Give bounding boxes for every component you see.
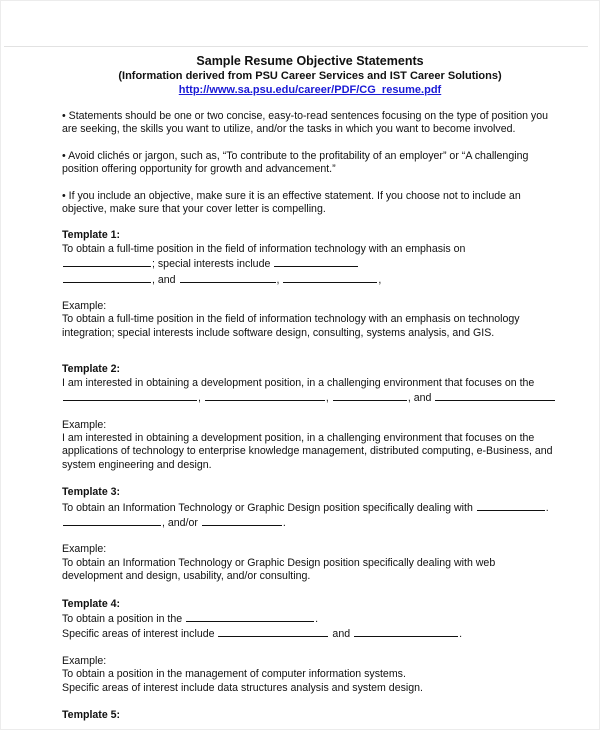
- template-2-example-line-3: system engineering and design.: [62, 458, 212, 471]
- fill-in-blank[interactable]: [186, 611, 314, 622]
- template-1-line-3: , and , ,: [62, 272, 562, 287]
- template-4-line-2: Specific areas of interest include and .: [62, 628, 463, 641]
- template-2-line-2: , , , and: [62, 390, 562, 405]
- template-2-line-1: I am interested in obtaining a development position, in a challenging environment that focuses on the: [62, 376, 535, 389]
- fill-in-blank[interactable]: [283, 272, 377, 283]
- bullet-2-line-1: • Avoid clichés or jargon, such as, “To contribute to the profitability of an employer” or “A challenging: [62, 149, 529, 162]
- template-4-example-line-1: To obtain a position in the management of computer information systems.: [62, 668, 406, 681]
- template-3-line-2: , and/or .: [62, 515, 562, 530]
- source-link[interactable]: http://www.sa.psu.edu/career/PDF/CG_resume.pdf: [178, 84, 442, 96]
- document-header: [0, 54, 600, 97]
- fill-in-blank[interactable]: [435, 390, 555, 401]
- bullet-1-line-1: • Statements should be one or two concise, easy-to-read sentences focusing on the type of position you: [62, 110, 549, 122]
- template-1-line-1: To obtain a full-time position in the field of information technology with an emphasis on: [62, 242, 466, 255]
- template-1-example-line-2: integration; special interests include software design, consulting, systems analysis, and GIS.: [62, 326, 495, 339]
- bullet-2-line-2: position offering opportunity for growth and advancement.”: [62, 163, 336, 176]
- template-3-heading: Template 3:: [62, 486, 121, 499]
- document-title: Sample Resume Objective Statements: [196, 54, 424, 68]
- template-2-heading: Template 2:: [62, 363, 121, 376]
- template-3-example-line-1: To obtain an Information Technology or Graphic Design position specifically dealing with web: [62, 556, 496, 569]
- fill-in-blank[interactable]: [477, 500, 545, 511]
- fill-in-blank[interactable]: [333, 390, 407, 401]
- fill-in-blank[interactable]: [205, 390, 325, 401]
- top-divider: [4, 46, 588, 47]
- fill-in-blank[interactable]: [354, 626, 458, 637]
- bullet-1-line-2: are seeking, the skills you want to utilize, and/or the tasks in which you want to become involved.: [62, 123, 516, 136]
- fill-in-blank[interactable]: [63, 515, 161, 526]
- document-subtitle: (Information derived from PSU Career Services and IST Career Solutions): [118, 70, 502, 82]
- template-1-example-line-1: To obtain a full-time position in the field of information technology with an emphasis on technology: [62, 313, 520, 326]
- template-3-example-label: Example:: [62, 543, 107, 556]
- template-4-heading: Template 4:: [62, 597, 121, 610]
- template-2-example-label: Example:: [62, 418, 107, 431]
- fill-in-blank[interactable]: [63, 272, 151, 283]
- bullet-3-line-2: objective, make sure that your cover letter is compelling.: [62, 203, 326, 216]
- fill-in-blank[interactable]: [63, 390, 197, 401]
- template-4-line-1: To obtain a position in the .: [62, 612, 319, 625]
- template-3-example-line-2: development and design, usability, and/or consulting.: [62, 570, 311, 583]
- fill-in-blank[interactable]: [180, 272, 276, 283]
- fill-in-blank[interactable]: [63, 256, 151, 267]
- template-1-example-label: Example:: [62, 300, 107, 313]
- template-4-example-label: Example:: [62, 654, 107, 667]
- template-5-heading: Template 5:: [62, 709, 121, 721]
- fill-in-blank[interactable]: [218, 626, 328, 637]
- document-body: [62, 110, 562, 722]
- template-1-line-2: ; special interests include: [62, 256, 562, 271]
- template-3-line-1: To obtain an Information Technology or Graphic Design position specifically dealing with .: [62, 501, 549, 514]
- template-1-heading: Template 1:: [62, 229, 121, 242]
- bullet-3-line-1: • If you include an objective, make sure it is an effective statement. If you choose not to include an: [62, 189, 521, 202]
- template-4-example-line-2: Specific areas of interest include data structures analysis and system design.: [62, 681, 423, 694]
- fill-in-blank[interactable]: [202, 515, 282, 526]
- template-2-example-line-1: I am interested in obtaining a development position, in a challenging environment that focuses on the: [62, 431, 535, 444]
- template-2-example-line-2: applications of technology to enterprise knowledge management, distributed computing, e-Business, and: [62, 445, 553, 458]
- fill-in-blank[interactable]: [274, 256, 358, 267]
